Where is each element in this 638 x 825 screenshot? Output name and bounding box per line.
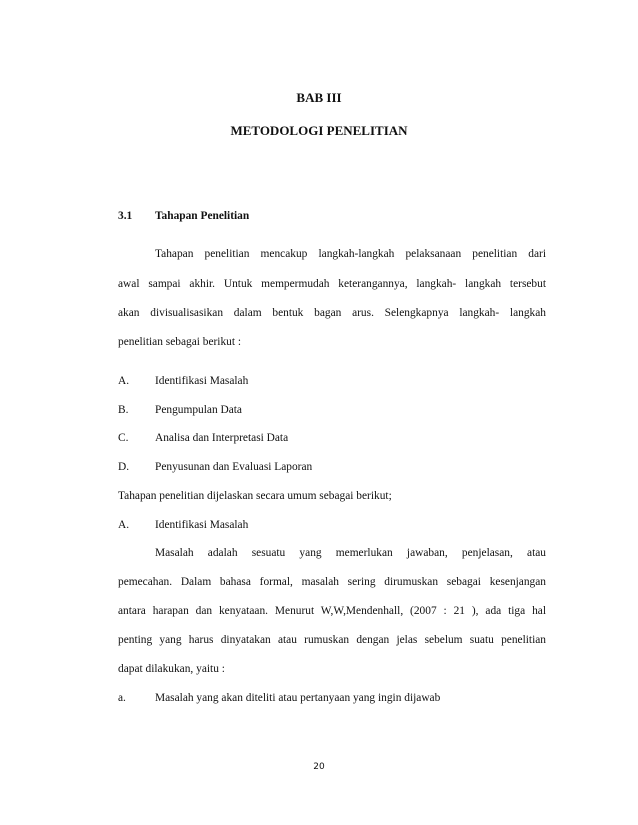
intro-line-2: awal sampai akhir. Untuk mempermudah keterangannya, langkah- langkah tersebut [118, 278, 546, 290]
subsection-marker: A. [118, 519, 130, 531]
step-text-c: Analisa dan Interpretasi Data [155, 432, 289, 444]
chapter-number: BAB III [296, 90, 342, 105]
chapter-title: METODOLOGI PENELITIAN [230, 123, 408, 138]
page-number: 20 [313, 762, 325, 772]
step-marker-b: B. [118, 404, 129, 416]
sub-item-text: Masalah yang akan diteliti atau pertanyaan yang ingin dijawab [155, 692, 441, 704]
body-line-2: pemecahan. Dalam bahasa formal, masalah sering dirumuskan sebagai kesenjangan [118, 576, 546, 588]
body-line-4: penting yang harus dinyatakan atau rumuskan dengan jelas sebelum suatu penelitian [118, 634, 546, 646]
step-marker-a: A. [118, 375, 130, 387]
intro-line-3: akan divisualisasikan dalam bentuk bagan arus. Selengkapnya langkah- langkah [118, 307, 546, 319]
body-line-1: Masalah adalah sesuatu yang memerlukan jawaban, penjelasan, atau [155, 547, 546, 559]
step-text-a: Identifikasi Masalah [155, 375, 249, 387]
section-number: 3.1 [118, 210, 133, 222]
body-line-5: dapat dilakukan, yaitu : [118, 663, 225, 675]
step-marker-c: C. [118, 432, 129, 444]
sub-item-marker: a. [118, 692, 126, 704]
section-title: Tahapan Penelitian [155, 210, 250, 222]
intro-line-4: penelitian sebagai berikut : [118, 336, 242, 348]
subsection-title: Identifikasi Masalah [155, 519, 249, 531]
step-marker-d: D. [118, 461, 130, 473]
body-line-3: antara harapan dan kenyataan. Menurut W,W,Mendenhall, (2007 : 21 ), ada tiga hal [118, 605, 546, 617]
explanation-intro: Tahapan penelitian dijelaskan secara umum sebagai berikut; [118, 490, 392, 502]
intro-line-1: Tahapan penelitian mencakup langkah-langkah pelaksanaan penelitian dari [155, 248, 546, 260]
step-text-d: Penyusunan dan Evaluasi Laporan [155, 461, 313, 473]
step-text-b: Pengumpulan Data [155, 404, 242, 416]
